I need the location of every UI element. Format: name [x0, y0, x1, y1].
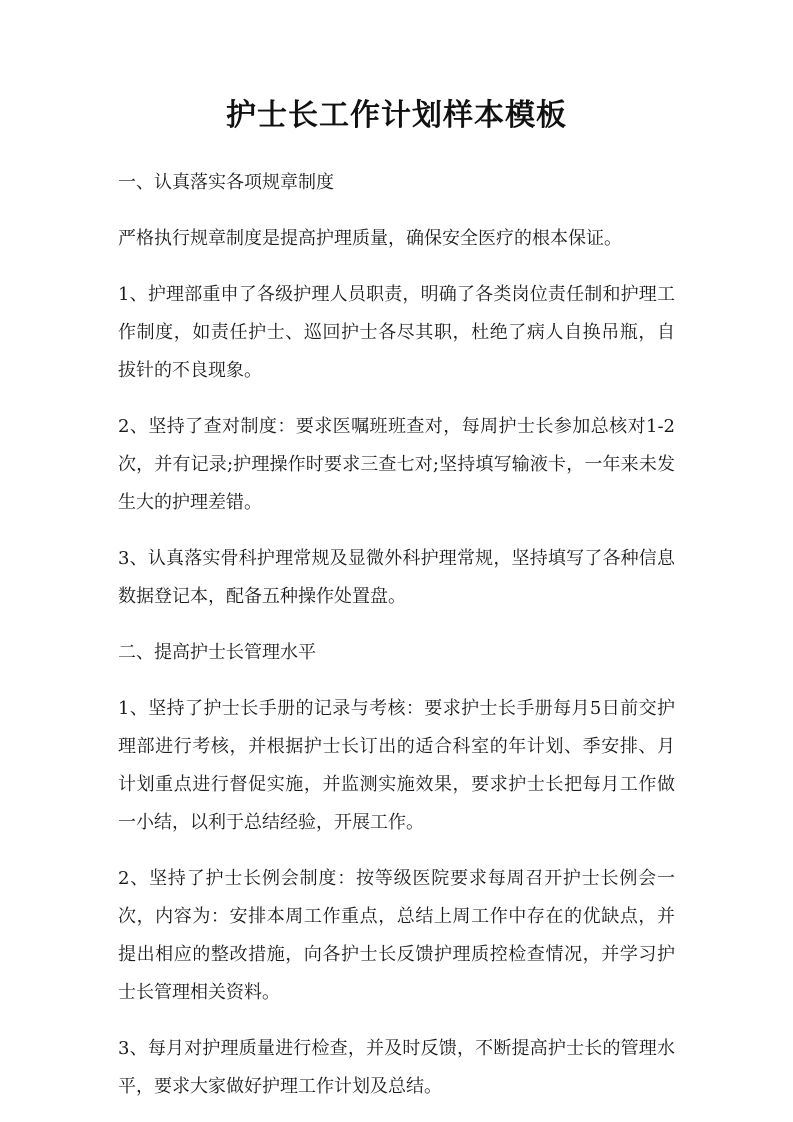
- paragraph: 1、坚持了护士长手册的记录与考核：要求护士长手册每月5日前交护理部进行考核，并根据护士长订出的适合科室的年计划、季安排、月计划重点进行督促实施，并监测实施效果，要求护士长把每月工作做一小结，以利于总结经验，开展工作。: [118, 698, 675, 833]
- section-heading-1: 一、认真落实各项规章制度: [118, 172, 334, 193]
- paragraph: 1、护理部重申了各级护理人员职责，明确了各类岗位责任制和护理工作制度，如责任护士、巡回护士各尽其职，杜绝了病人自换吊瓶，自拔针的不良现象。: [118, 284, 675, 381]
- paragraph: 3、每月对护理质量进行检查，并及时反馈，不断提高护士长的管理水平，要求大家做好护理工作计划及总结。: [118, 1038, 675, 1097]
- section-heading-2: 二、提高护士长管理水平: [118, 642, 316, 663]
- paragraph: 严格执行规章制度是提高护理质量，确保安全医疗的根本保证。: [118, 228, 622, 249]
- document-title: 护士长工作计划样本模板: [226, 98, 567, 133]
- paragraph: 3、认真落实骨科护理常规及显微外科护理常规，坚持填写了各种信息数据登记本，配备五种操作处置盘。: [118, 548, 675, 607]
- document-body: [118, 164, 675, 1106]
- paragraph: 2、坚持了护士长例会制度：按等级医院要求每周召开护士长例会一次，内容为：安排本周工作重点，总结上周工作中存在的优缺点，并提出相应的整改措施，向各护士长反馈护理质控检查情况，并学习护士长管理相关资料。: [118, 868, 675, 1003]
- paragraph: 2、坚持了查对制度：要求医嘱班班查对，每周护士长参加总核对1-2次，并有记录;护理操作时要求三查七对;坚持填写输液卡，一年来未发生大的护理差错。: [118, 416, 675, 513]
